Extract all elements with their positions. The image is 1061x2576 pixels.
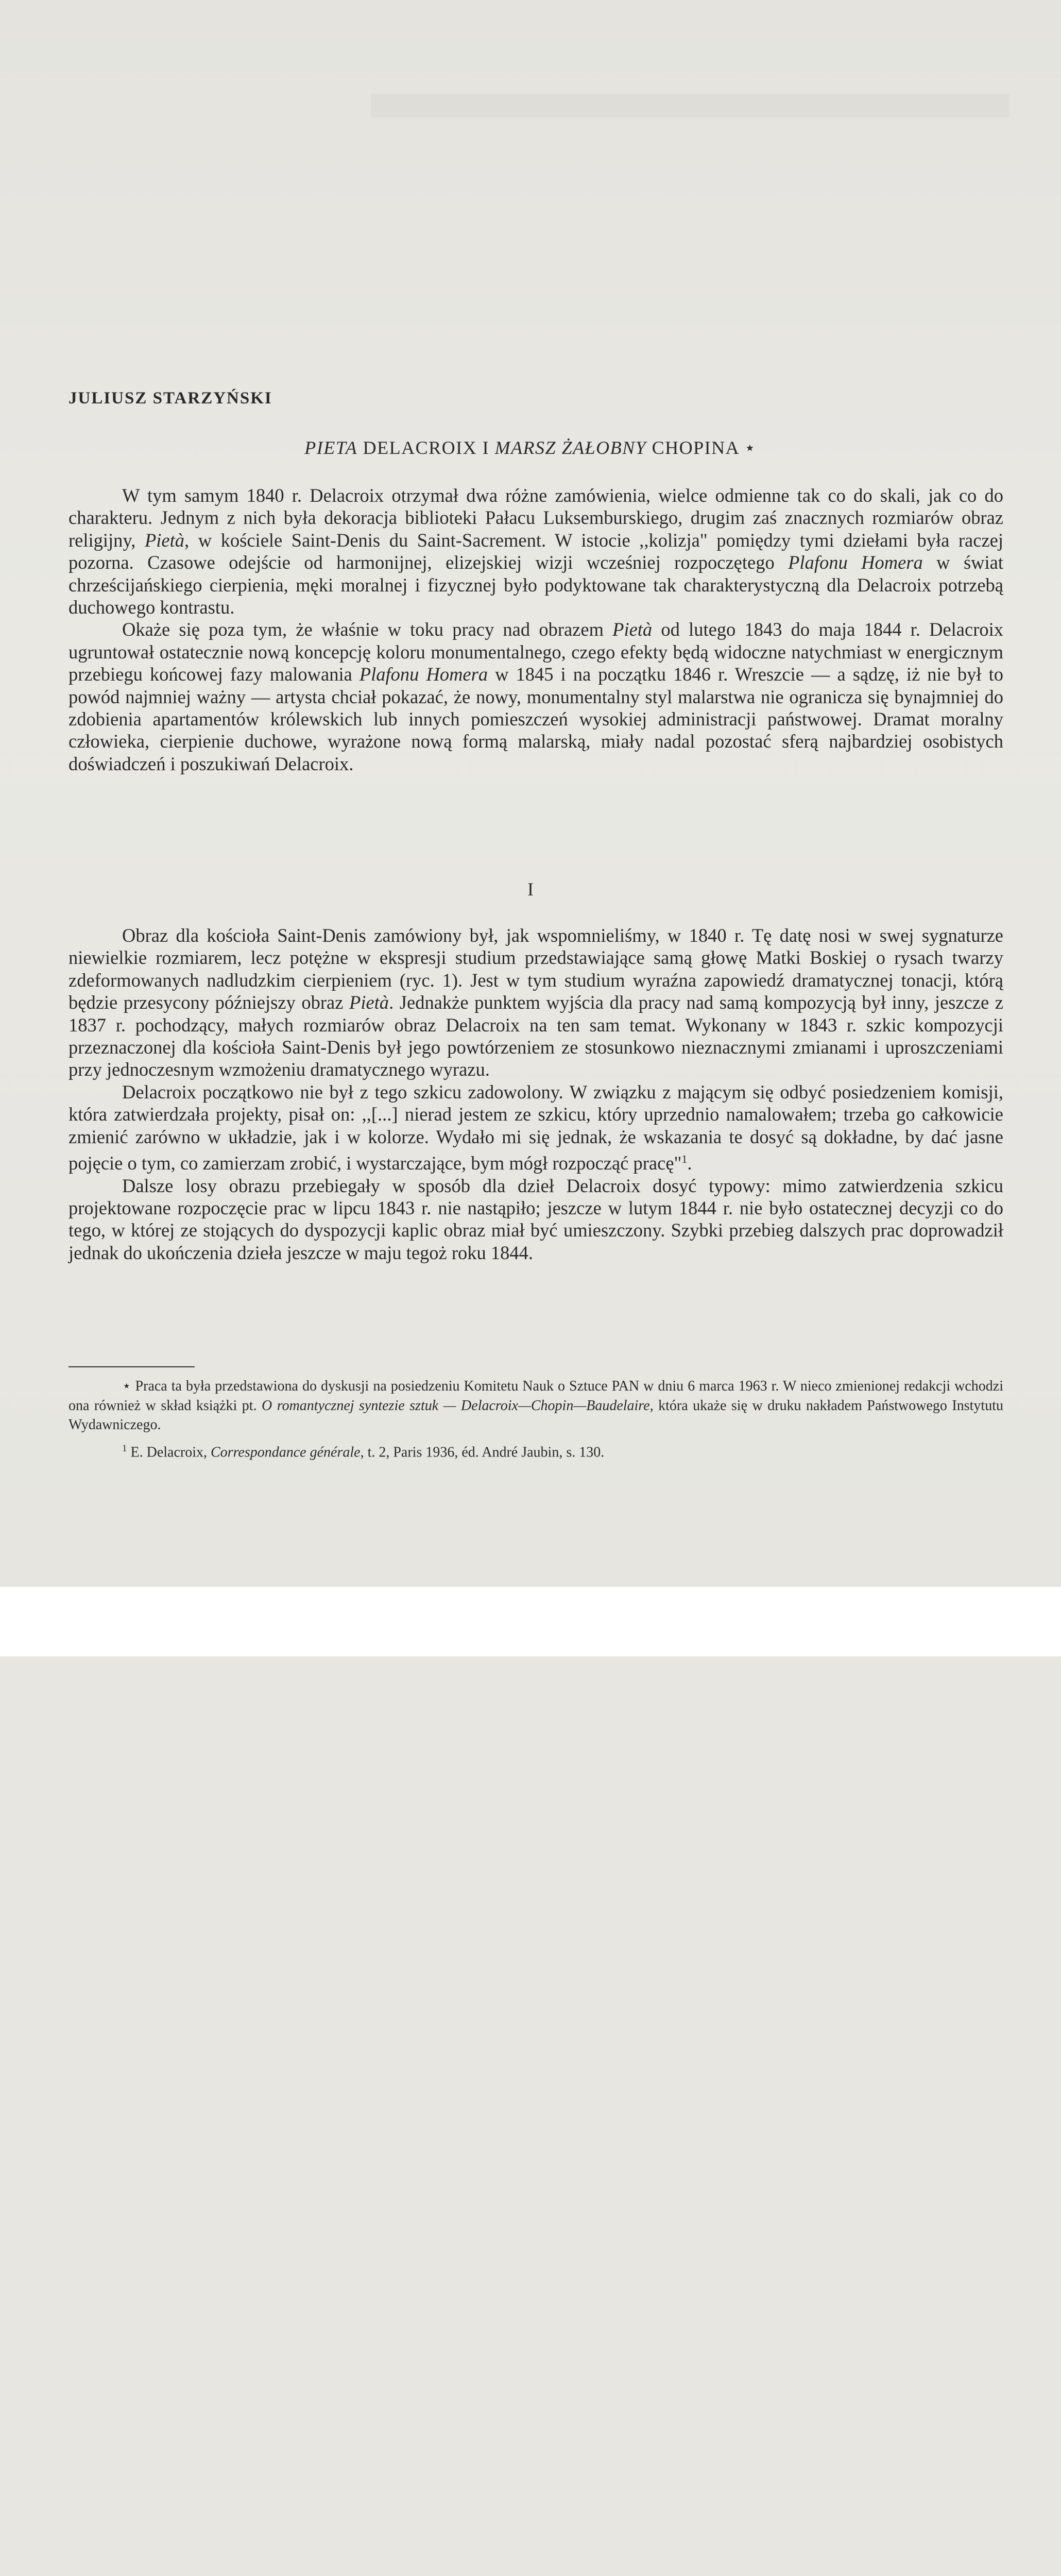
- italic-run: Pietà: [145, 529, 185, 551]
- title-mid: DELACROIX I: [357, 437, 495, 458]
- text-run: E. Delacroix,: [127, 1444, 211, 1460]
- footnote-mark: 1: [122, 1443, 127, 1454]
- section-one: [69, 924, 1003, 1264]
- author-name: JULIUSZ STARZYŃSKI: [69, 389, 272, 408]
- title-footnote-mark: ⋆: [739, 437, 757, 458]
- paragraph: [69, 1081, 1003, 1175]
- text-run: w 1845 i na początku 1846 r. Wreszcie — a sądzę, iż nie był to powód najmniej ważny — artysta chciał pokazać, że nowy, monumentalny styl malarstwa nie ogranicza się bynajmniej do zdobienia apartamentów królewskich lub innych pomieszczeń wysokiej administracji państwowej. Dramat moralny człowieka, cierpienie duchowe, wyrażone nową formą malarską, miały nadal pozostać sferą najbardziej osobistych doświadczeń i poszukiwań Delacroix.: [69, 664, 1003, 774]
- text-run: , w kościele Saint-Denis du Saint-Sacrement. W istocie ,,kolizja" pomiędzy tymi dziełami była raczej pozorna. Czasowe odejście od harmonijnej, elizejskiej wizji wcześniej rozpoczętego: [69, 529, 1003, 573]
- article-title: [0, 437, 1061, 459]
- paragraph: [69, 618, 1003, 775]
- library-footer: [0, 1587, 1061, 1656]
- italic-run: Correspondance générale: [211, 1444, 361, 1460]
- text-run: Dalsze losy obrazu przebiegały w sposób dla dzieł Delacroix dosyć typowy: mimo zatwierdzenia szkicu projektowane rozpoczęcie prac w lipcu 1843 r. nie nastąpiło; jeszcze w lutym 1844 r. nie było ostatecznej decyzji co do tego, w której ze stojących do dyspozycji kaplic obraz miał być umieszczony. Szybki przebieg dalszych prac doprowadził jednak do ukończenia dzieła jeszcze w maju tegoż roku 1844.: [69, 1175, 1003, 1263]
- text-run: W tym samym 1840 r. Delacroix otrzymał dwa różne zamówienia, wielce odmienne tak co do skali, jak co do charakteru. Jednym z nich była dekoracja biblioteki Pałacu Luksemburskiego, drugim zaś znacznych rozmiarów obraz religijny,: [69, 485, 1003, 551]
- italic-run: O romantycznej syntezie sztuk — Delacroix—Chopin—Baudelaire: [262, 1397, 650, 1414]
- text-run: . Jednakże punktem wyjścia dla pracy nad samą kompozycją był inny, jeszcze z 1837 r. pochodzący, małych rozmiarów obraz Delacroix na ten sam temat. Wykonany w 1843 r. szkic kompozycji przeznaczonej dla kościoła Saint-Denis był jego powtórzeniem ze stosunkowo nieznacznymi zmianami i uproszczeniami przy jednoczesnym wzmożeniu dramatycznego wyrazu.: [69, 992, 1003, 1080]
- text-run: w świat chrześcijańskiego cierpienia, męki moralnej i fizycznej było podyktowane tak charakterystyczną dla Delacroix potrzebą duchowego kontrastu.: [69, 552, 1003, 618]
- text-run: od lutego 1843 do maja 1844 r. Delacroix ugruntował ostatecznie nową koncepcję koloru monumentalnego, czego efekty będą widoczne natychmiast w energicznym przebiegu końcowej fazy malowania: [69, 619, 1003, 685]
- title-pieta: PIETA: [304, 437, 358, 458]
- title-marsz: MARSZ ŻAŁOBNY: [494, 437, 647, 458]
- text-run: Obraz dla kościoła Saint-Denis zamówiony był, jak wspomnieliśmy, w 1840 r. Tę datę nosi w swej sygnaturze niewielkie rozmiarem, lecz potężne w ekspresji studium przedstawiające samą głowę Matki Boskiej o rysach twarzy zdeformowanych nadludzkim cierpieniem (ryc. 1). Jest w tym studium wyraźna zapowiedź dramatycznej tonacji, którą będzie przesycony późniejszy obraz: [69, 925, 1003, 1013]
- italic-run: Plafonu Homera: [359, 664, 488, 685]
- text-run: Praca ta była przedstawiona do dyskusji na posiedzeniu Komitetu Nauk o Sztuce PAN w dniu 6 marca 1963 r. W nieco zmienionej redakcji wchodzi ona również w skład książki pt.: [69, 1378, 1003, 1414]
- footnote-rule: [69, 1366, 195, 1367]
- text-run: , t. 2, Paris 1936, éd. André Jaubin, s. 130.: [360, 1444, 605, 1460]
- title-end: CHOPINA: [646, 437, 739, 458]
- section-heading: I: [527, 879, 534, 900]
- paragraph: [69, 484, 1003, 618]
- footnote-mark: ⋆: [122, 1378, 131, 1394]
- text-run: Okaże się poza tym, że właśnie w toku pracy nad obrazem: [122, 619, 613, 640]
- italic-run: Plafonu Homera: [788, 552, 923, 573]
- italic-run: Pietà: [349, 992, 389, 1013]
- text-run: Delacroix początkowo nie był z tego szkicu zadowolony. W związku z mającym się odbyć posiedzeniem komisji, która zatwierdzała projekty, pisał on: ,,[...] nierad jestem ze szkicu, który uprzednio namalowałem; trzeba go całkowicie zmienić zarówno w układzie, jak i w kolorze. Wydało mi się jednak, że wskazania te dosyć są dokładne, by dać jasne pojęcie o tym, co zamierzam zrobić, i wystarczające, bym mógł rozpocząć pracę": [69, 1081, 1003, 1174]
- footnote: [69, 1439, 1003, 1462]
- italic-run: Pietà: [612, 619, 653, 640]
- paragraph: [69, 924, 1003, 1081]
- intro-section: [69, 484, 1003, 775]
- text-run: .: [687, 1153, 692, 1174]
- show-through-shadow: [371, 94, 1009, 117]
- footnote-ref: 1: [681, 1153, 688, 1166]
- footnotes: [69, 1377, 1003, 1462]
- text-run: , która ukaże się w druku nakładem Państwowego Instytutu Wydawniczego.: [69, 1397, 1003, 1433]
- footnote: [69, 1377, 1003, 1435]
- paragraph: [69, 1175, 1003, 1264]
